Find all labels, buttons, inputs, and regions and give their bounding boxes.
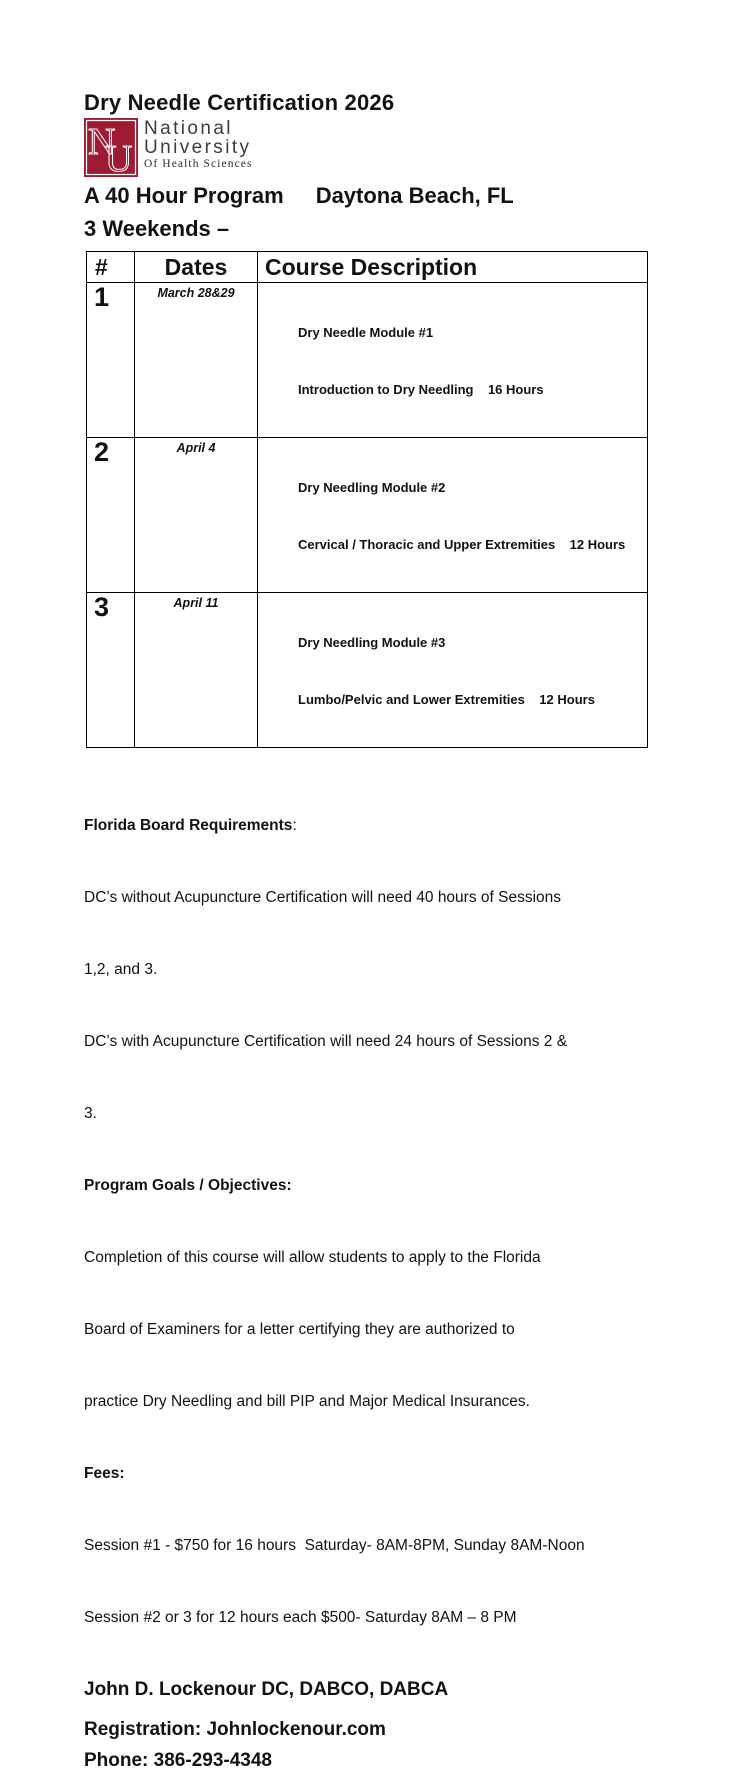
description-line1: Dry Needling Module #3 xyxy=(298,635,446,650)
florida-requirements-line: 3. xyxy=(84,1105,97,1122)
column-header-dates: Dates xyxy=(135,252,258,283)
table-row xyxy=(87,283,648,438)
program-goals-heading: Program Goals / Objectives: xyxy=(84,1177,292,1194)
program-length: A 40 Hour Program xyxy=(84,183,284,208)
row-date: April 4 xyxy=(135,438,258,593)
program-goals-line: Completion of this course will allow students to apply to the Florida xyxy=(84,1249,541,1266)
program-location: Daytona Beach, FL xyxy=(315,183,514,208)
program-goals-line: Board of Examiners for a letter certifying they are authorized to xyxy=(84,1321,515,1338)
row-number: 2 xyxy=(87,438,135,593)
registration-line: Registration: Johnlockenour.com xyxy=(84,1719,386,1740)
logo-letter-u: U xyxy=(105,138,133,180)
body-text xyxy=(84,766,648,1678)
column-header-description: Course Description xyxy=(258,252,648,283)
column-header-number: # xyxy=(87,252,135,283)
florida-requirements-heading: Florida Board Requirements: xyxy=(84,817,297,834)
florida-requirements-line: 1,2, and 3. xyxy=(84,961,158,978)
description-line1: Dry Needling Module #2 xyxy=(298,480,446,495)
description-line2: Introduction to Dry Needling 16 Hours xyxy=(298,382,544,397)
row-description xyxy=(258,438,648,593)
program-line xyxy=(84,184,648,208)
page-title: Dry Needle Certification 2026 xyxy=(84,90,395,115)
fees-heading: Fees: xyxy=(84,1465,125,1482)
row-number: 1 xyxy=(87,283,135,438)
row-date: March 28&29 xyxy=(135,283,258,438)
instructor-name: John D. Lockenour DC, DABCO, DABCA xyxy=(84,1679,449,1700)
florida-requirements-line: DC’s without Acupuncture Certification will need 40 hours of Sessions xyxy=(84,889,562,906)
university-logo xyxy=(84,118,648,180)
row-number: 3 xyxy=(87,593,135,748)
course-schedule-table xyxy=(86,251,648,748)
logo-wordmark xyxy=(144,118,253,171)
weekends-line: 3 Weekends – xyxy=(84,216,230,241)
row-description xyxy=(258,593,648,748)
logo-tagline: Of Health Sciences xyxy=(144,158,253,170)
table-header-row xyxy=(87,252,648,283)
nu-logo-icon xyxy=(84,118,138,180)
florida-requirements-line: DC’s with Acupuncture Certification will need 24 hours of Sessions 2 & xyxy=(84,1033,568,1050)
fees-line: Session #1 - $750 for 16 hours Saturday- 8AM-8PM, Sunday 8AM-Noon xyxy=(84,1537,585,1554)
phone-line: Phone: 386-293-4348 xyxy=(84,1750,272,1771)
description-line1: Dry Needle Module #1 xyxy=(298,325,434,340)
logo-letter-n: N xyxy=(88,121,116,163)
table-row xyxy=(87,438,648,593)
row-date: April 11 xyxy=(135,593,258,748)
row-description xyxy=(258,283,648,438)
description-line2: Lumbo/Pelvic and Lower Extremities 12 Hours xyxy=(298,692,595,707)
fees-line: Session #2 or 3 for 12 hours each $500- Saturday 8AM – 8 PM xyxy=(84,1609,517,1626)
program-goals-line: practice Dry Needling and bill PIP and Major Medical Insurances. xyxy=(84,1393,530,1410)
logo-name-line1: National xyxy=(144,118,233,139)
description-line2: Cervical / Thoracic and Upper Extremities 12 Hours xyxy=(298,537,626,552)
logo-name-line2: University xyxy=(144,137,252,158)
table-row xyxy=(87,593,648,748)
